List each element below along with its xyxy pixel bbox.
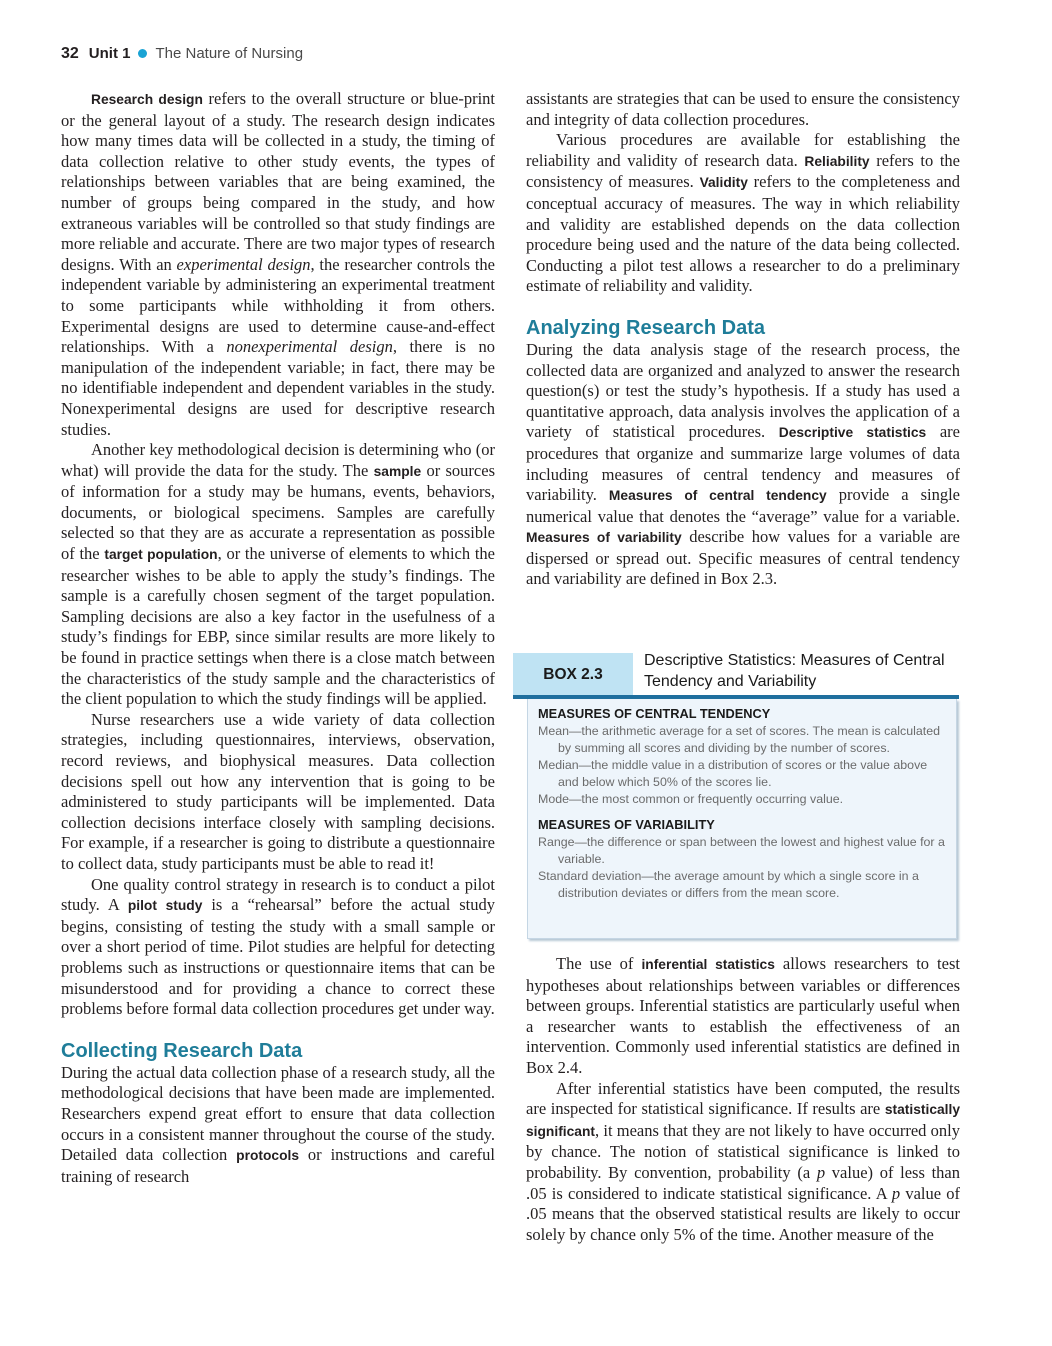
paragraph-research-design <box>61 89 495 440</box>
term-variability: Measures of variability <box>526 530 682 546</box>
running-head <box>61 44 303 64</box>
term-target-population: target population <box>104 547 218 563</box>
text-run: After inferential statistics have been computed, the results are inspected for statistical significance. If results are <box>526 1078 960 1119</box>
box-item-range: Range—the difference or span between the lowest and highest value for a variable. <box>538 835 945 866</box>
paragraph-reliability-validity <box>526 130 960 297</box>
italic-p: p <box>816 1163 826 1182</box>
text-run: , there is no manipulation of the independent variable; in fact, there may be no identifiable independent and dependent variables in the study. Nonexperimental designs are used for descriptive research studies. <box>61 337 495 439</box>
text-run: provide a single numerical value that denotes the “average” value for a variable. <box>526 485 960 526</box>
text-run: or sources of information for a study may be humans, events, behaviors, documents, or biological specimens. Samples are carefully selected so that they are as accurate a representation as possible of the <box>61 460 495 564</box>
text-run: , or the universe of elements to which the researcher wishes to be able to apply the study’s findings. The sample is a carefully chosen segment of the target population. Sampling decisions are also a key factor in the usefulness of a study’s findings for EBP, since similar results are more likely to be found in practice settings when there is a close match between the characteristics of the study sample and the characteristics of the client population to which the study findings will be applied. <box>61 544 495 709</box>
box-2-3 <box>513 649 959 941</box>
term-inferential-statistics: inferential statistics <box>641 957 775 973</box>
term-statistically-significant: statistically significant <box>526 1102 960 1139</box>
unit-label: Unit 1 <box>88 45 131 62</box>
paragraph-significance <box>526 1079 960 1246</box>
text-run: allows researchers to test hypotheses about relationships between variables or differences between groups. Inferential statistics are particularly useful when a researcher wants to establish the effectiveness of an intervention. Commonly used inferential statistics are defined in Box 2.4. <box>526 954 960 1078</box>
text-run: refers to the overall structure or blue-print or the general layout of a study. The research design indicates how many times data will be collected in a study, the timing of data collection relative to other study events, the types of relationships between variables that are being examined, the number of groups being compared in the study, and how extraneous variables will be controlled so that study findings are more reliable and accurate. There are two major types of research designs. With an <box>61 89 495 274</box>
term-pilot-study: pilot study <box>127 898 203 914</box>
term-central-tendency: Measures of central tendency <box>608 488 827 504</box>
term-research-design: Research design <box>91 92 203 107</box>
term-reliability: Reliability <box>804 153 870 169</box>
box-panel <box>527 699 957 939</box>
text-run: refers to the consistency of measures. <box>526 150 961 192</box>
left-column <box>61 89 495 1187</box>
italic-term: experimental design <box>176 254 311 274</box>
text-run: value) of less than .05 is considered to indicate statistical significance. A <box>526 1163 960 1203</box>
heading-analyzing-research-data: Analyzing Research Data <box>526 316 765 339</box>
term-protocols: protocols <box>236 1148 300 1164</box>
paragraph-data-collection: Nurse researchers use a wide variety of data collection strategies, including questionnaires, interviews, observation, record reviews, and biophysical measures. Data collection decisions spell out how any intervention that is going to be administered to study participants will be implemented. Data collection decisions interface closely with sampling decisions. For example, if a researcher is going to distribute a questionnaire to collect data, study participants must be able to read it! <box>61 709 495 873</box>
text-run: value of .05 means that the observed statistical results are likely to occur solely by chance only 5% of the time. Another measure of the <box>526 1183 960 1244</box>
text-run: , the researcher controls the independent variable by administering an experimental treatment to some participants while withholding it from others. Experimental designs are used to determine cause-and-effect relationships. With a <box>61 254 495 357</box>
text-run: Various procedures are available for establishing the reliability and validity of research data. <box>526 130 960 170</box>
box-heading-variability: MEASURES OF VARIABILITY <box>538 817 715 832</box>
term-validity: Validity <box>699 175 748 191</box>
box-heading-central-tendency: MEASURES OF CENTRAL TENDENCY <box>538 706 771 721</box>
box-item-standard-deviation: Standard deviation—the average amount by which a single score in a distribution deviates or differs from the mean score. <box>538 869 919 900</box>
box-label: BOX 2.3 <box>513 653 633 697</box>
text-run: Another key methodological decision is determining who (or what) will provide the data for the study. The <box>61 440 495 480</box>
text-run: or instructions and careful training of research <box>61 1145 495 1186</box>
italic-p: p <box>891 1183 901 1203</box>
paragraph-sample <box>61 440 495 710</box>
text-run: One quality control strategy in research is to conduct a pilot study. A <box>61 874 495 915</box>
box-item-mode: Mode—the most common or frequently occurring value. <box>538 792 844 806</box>
text-run: During the actual data collection phase of a research study, all the methodological decisions that have been made are implemented. Researchers expend great effort to ensure that data collection occurs in a consistent manner throughout the course of the study. Detailed data collection <box>61 1062 495 1165</box>
page-number: 32 <box>61 45 79 62</box>
paragraph-continued: assistants are strategies that can be used to ensure the consistency and integrity of data collection procedures. <box>526 89 960 129</box>
text-run: , it means that they are not likely to have occurred only by chance. The notion of statistical significance is linked to probability. By convention, probability (a <box>526 1120 960 1182</box>
text-run: is a “rehearsal” before the actual study begins, consisting of testing the study with a small sample or over a short period of time. Pilot studies are helpful for detecting problems such as instructions or questionnaire items that can be misunderstood and for providing a chance to correct these problems before formal data collection procedures get under way. <box>61 895 496 1019</box>
box-title: Descriptive Statistics: Measures of Central Tendency and Variability <box>644 652 945 690</box>
paragraph-analysis <box>526 340 960 590</box>
term-descriptive-statistics: Descriptive statistics <box>778 425 927 441</box>
box-item-mean: Mean—the arithmetic average for a set of scores. The mean is calculated by summing all scores and dividing by the number of scores. <box>538 724 940 755</box>
bullet-dot-icon <box>138 49 147 58</box>
paragraph-collecting <box>61 1063 495 1188</box>
box-item-median: Median—the middle value in a distribution of scores or the value above and below which 50% of the scores lie. <box>538 758 928 789</box>
term-sample: sample <box>373 463 422 479</box>
text-run: During the data analysis stage of the research process, the collected data are organized and analyzed to answer the research question(s) or test the study’s hypothesis. If a study has used a quantitative approach, data analysis involves the application of a variety of statistical procedures. <box>526 339 960 442</box>
heading-collecting-research-data: Collecting Research Data <box>61 1039 303 1062</box>
chapter-title: The Nature of Nursing <box>155 45 304 62</box>
paragraph-inferential <box>526 954 960 1079</box>
text-run: refers to the completeness and conceptual accuracy of measures. The way in which reliability and validity are established depends on the data collection procedure being used and the nature of the data being collected. Conducting a pilot test allows a researcher to do a preliminary estimate of reliability and validity. <box>526 172 960 296</box>
text-run: describe how values for a variable are dispersed or spread out. Specific measures of central tendency and variability are defined in Box 2.3. <box>526 527 960 589</box>
italic-term: nonexperimental design <box>226 337 393 357</box>
text-run: The use of <box>556 954 642 974</box>
text-run: are procedures that organize and summarize large volumes of data including measures of central tendency and measures of variability. <box>526 422 960 505</box>
paragraph-pilot-study <box>61 875 495 1020</box>
